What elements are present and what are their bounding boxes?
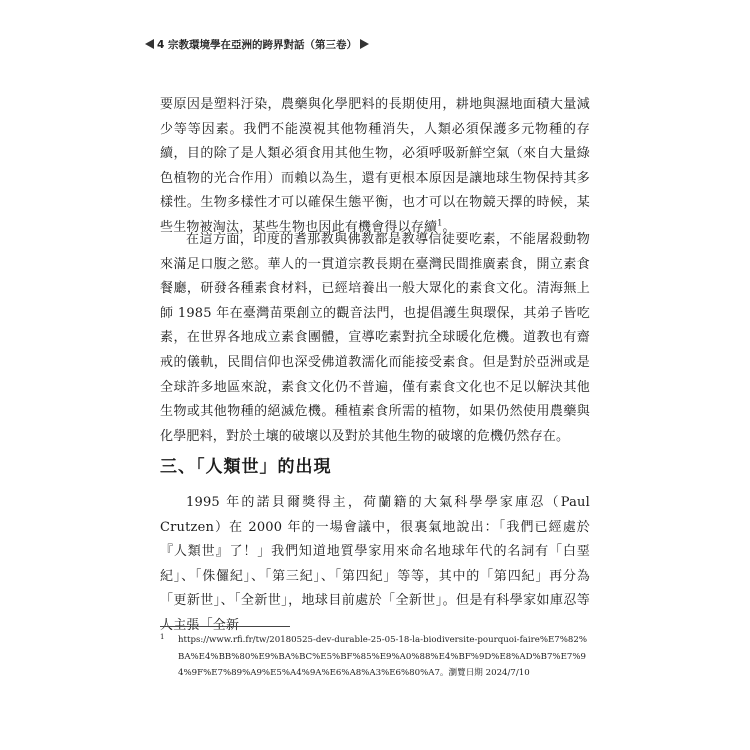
paragraph-2-text: 在這方面，印度的耆那教與佛教都是教導信徒要吃素，不能屠殺動物來滿足口腹之慾。華人的一貫道宗教長期在臺灣民間推廣素食，開立素食餐廳，研發各種素食材料，已經培養出一般大眾化的素食文化。清海無上師 1985 年在臺灣苗栗創立的觀音法門，也提倡護生與環保，其弟子皆吃素，在世界各地成立素食團體，宣導吃素對抗全球暖化危機。道教也有齋戒的儀軌，民間信仰也深受佛道教濡化而能接受素食。但是對於亞洲或是全球許多地區來說，素食文化仍不普遍，僅有素食文化也不足以解決其他生物或其他物種的絕滅危機。種植素食所需的植物，如果仍然使用農藥與化學肥料，對於土壤的破壞以及對於其他生物的破壞的危機仍然存在。: [160, 232, 590, 444]
triangle-left-icon: [145, 39, 154, 49]
running-header-text: 4 宗教環境學在亞洲的跨界對話（第三卷）: [157, 38, 357, 51]
paragraph-1-end: 。: [442, 219, 456, 235]
footnote-number: 1: [160, 633, 165, 641]
footnote: [160, 632, 590, 682]
running-header: [145, 36, 369, 52]
paragraph-3: [160, 491, 590, 639]
footnote-text[interactable]: https://www.rfi.fr/tw/20180525-dev-durable-25-05-18-la-biodiversite-pourquoi-faire%E7%82%BA%E4%BB%80%E9%BA%BC%E5%BF%85%E9%A0%88%E4%BF%9D%E8%AD%B7%E7%94%9F%E7%89%A9%E5%A4%9A%E6%A8%A3%E6%80%A7。瀏覽日期 2024/7/10: [178, 635, 587, 678]
paragraph-2: [160, 228, 590, 449]
paragraph-1: [160, 93, 590, 241]
paragraph-3-text: 1995 年的諾貝爾獎得主，荷蘭籍的大氣科學學家庫忍（Paul Crutzen）在 2000 年的一場會議中，很裏氣地說出：「我們已經處於『人類世』了！」我們知道地質學家用來命名地球年代的名詞有「白堊紀」、「侏儸紀」、「第三紀」、「第四紀」等等，其中的「第四紀」再分為「更新世」、「全新世」，地球目前處於「全新世」。但是有科學家如庫忍等人主張「全新: [160, 495, 590, 633]
section-heading: 三、「人類世」的出現: [160, 457, 332, 477]
footnote-divider: [160, 626, 290, 627]
paragraph-1-text: 要原因是塑料汙染，農藥與化學肥料的長期使用，耕地與濕地面積大量減少等等因素。我們不能漠視其他物種消失，人類必須保護多元物種的存續，目的除了是人類必須食用其他生物，必須呼吸新鮮空氣（來自大量綠色植物的光合作用）而賴以為生，還有更根本原因是讓地球生物保持其多樣性。生物多樣性才可以確保生態平衡，也才可以在物競天擇的時候，某些生物被淘汰，某些生物也因此有機會得以存續: [160, 97, 590, 235]
triangle-right-icon: [360, 39, 369, 49]
footnote-reference[interactable]: 1: [437, 218, 443, 228]
